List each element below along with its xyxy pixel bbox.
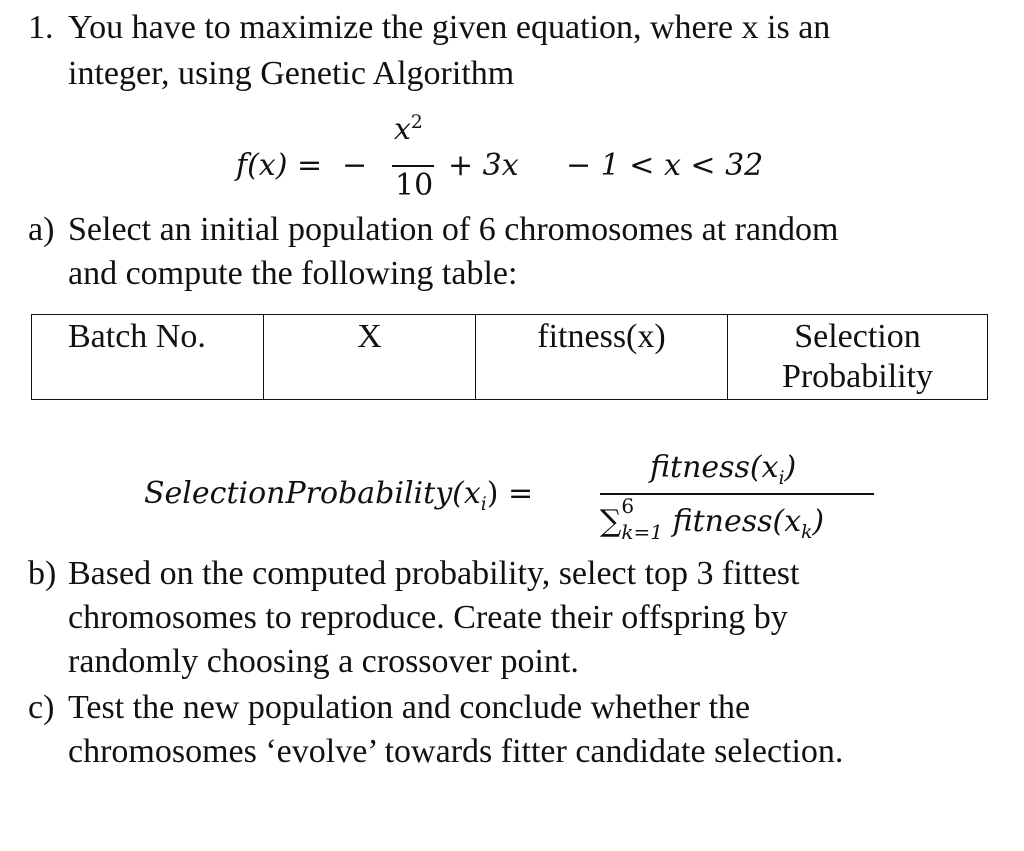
equation-linear-term: + 3x [448,148,519,183]
part-c-label: c) [28,689,55,726]
population-table [31,314,988,400]
formula-lhs: $SelectionProbability(x_i)$ = [144,476,534,515]
question-text-line-2: integer, using Genetic Algorithm [68,55,515,92]
part-c-line-1: Test the new population and conclude whether the [68,689,751,726]
part-a-line-2: and compute the following table: [68,255,518,292]
formula-numerator: $fitness(x_i)$ [650,450,797,489]
part-b-line-1: Based on the computed probability, select top 3 fittest [68,555,800,592]
part-a-line-1: Select an initial population of 6 chromosomes at random [68,211,839,248]
header-x: X [264,315,476,400]
header-selection-probability: Selection Probability [728,315,988,400]
header-batch-no: Batch No. [32,315,264,400]
equation-minus: − [342,148,368,183]
table-header-row [32,315,988,400]
part-c-line-2: chromosomes ‘evolve’ towards fitter candidate selection. [68,733,844,770]
part-b-line-3: randomly choosing a crossover point. [68,643,579,680]
question-text-line-1: You have to maximize the given equation, where x is an [68,9,831,46]
header-fitness: fitness(x) [476,315,728,400]
question-number: 1. [28,9,54,46]
equation-domain: − 1 < x < 32 [566,148,764,183]
fraction-denominator: 10 [395,168,434,203]
part-a-label: a) [28,211,55,248]
part-b-line-2: chromosomes to reproduce. Create their offspring by [68,599,788,636]
formula-fraction-bar [600,493,874,495]
formula-denominator: ∑ 6 k=1 $fitness(x_k)$ [600,494,825,544]
fraction-numerator: $x^2$ [394,112,423,147]
equation-lhs: f(x) = [236,148,323,183]
fraction-bar [392,165,434,167]
part-b-label: b) [28,555,57,592]
